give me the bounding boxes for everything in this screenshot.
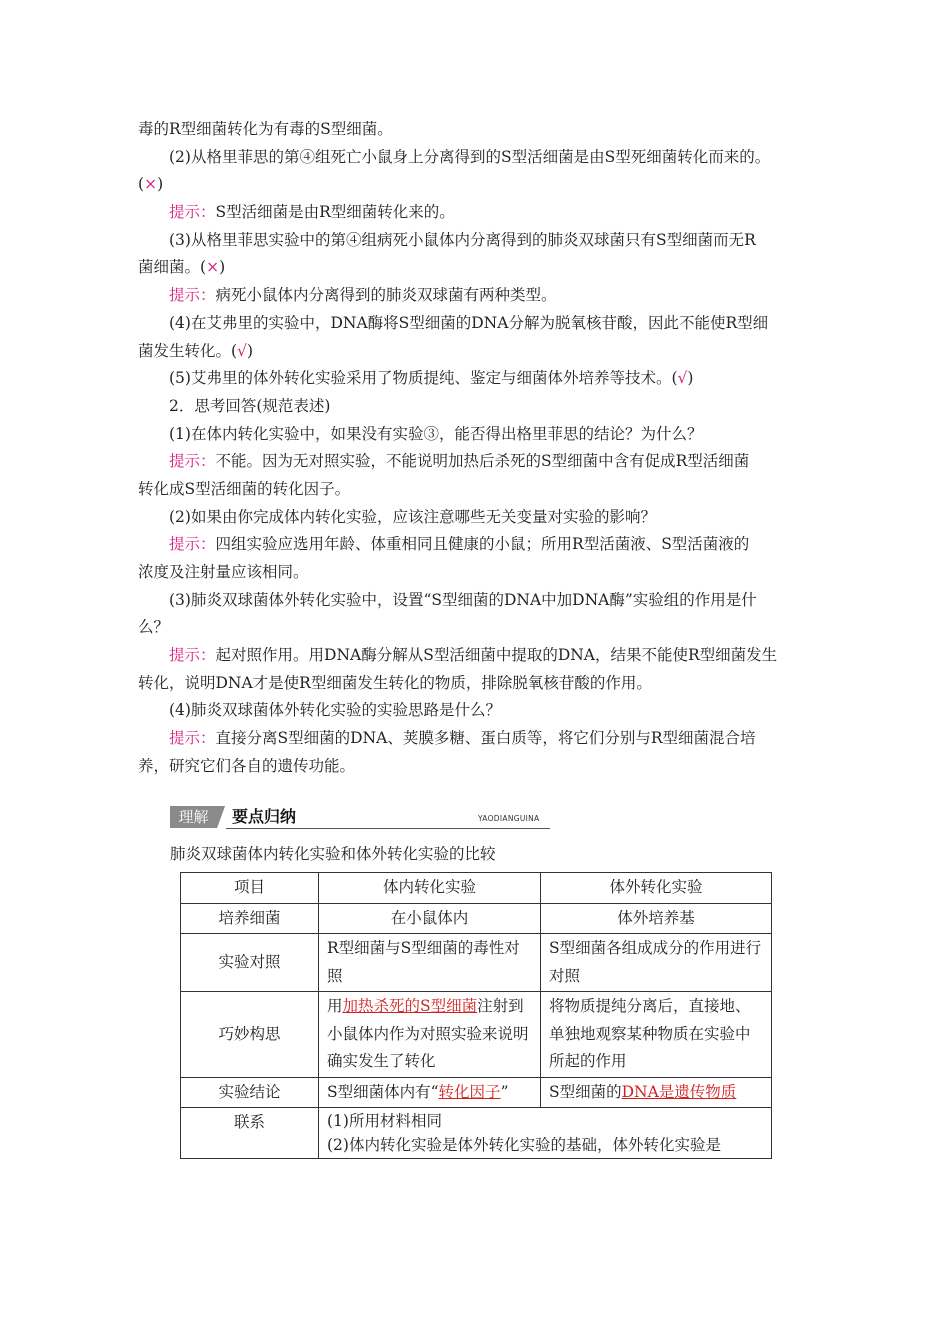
link-item: (1)所用材料相同 xyxy=(327,1112,442,1130)
text-line xyxy=(138,282,828,310)
text-run: 转化成S型活细菌的转化因子。 xyxy=(138,479,351,498)
text-run: 用 xyxy=(327,997,343,1015)
text-run: R型细菌与S型细菌的毒性对照 xyxy=(327,939,520,985)
row-label: 巧妙构思 xyxy=(181,992,319,1078)
text-run: (1)在体内转化实验中，如果没有实验③，能否得出格里菲思的结论？为什么？ xyxy=(169,424,703,443)
banner-slash xyxy=(216,806,226,828)
text-run: 浓度及注射量应该相同。 xyxy=(138,563,309,581)
text-run: ) xyxy=(687,369,694,388)
text-run: 注射到小鼠体内作为对照实验来说明确实发生了转化 xyxy=(327,997,529,1070)
key-answer: DNA是遗传物质 xyxy=(621,1082,737,1101)
answer-mark: √ xyxy=(237,341,247,360)
hint-label: 提示： xyxy=(169,203,216,222)
body-text xyxy=(138,116,828,781)
table-cell xyxy=(541,1077,772,1108)
row-label: 培养细菌 xyxy=(181,903,319,934)
text-line xyxy=(138,725,828,753)
text-run: 病死小鼠体内分离得到的肺炎双球菌有两种类型。 xyxy=(215,286,557,305)
hint-label: 提示： xyxy=(169,452,216,471)
text-line xyxy=(138,393,828,421)
text-line xyxy=(138,310,828,338)
text-line xyxy=(138,171,828,199)
text-run: ( xyxy=(138,175,145,194)
text-line xyxy=(138,144,828,172)
link-item: (2)体内转化实验是体外转化实验的基础，体外转化实验是 xyxy=(327,1136,721,1154)
table-cell xyxy=(541,992,772,1078)
text-line xyxy=(138,227,828,255)
text-run: (3)从格里菲思实验中的第④组病死小鼠体内分离得到的肺炎双球菌只有S型细菌而无R xyxy=(169,230,756,249)
banner-title: 要点归纳 xyxy=(232,807,297,826)
table-cell xyxy=(541,903,772,934)
answer-mark: × xyxy=(144,175,158,194)
table-row xyxy=(181,992,772,1078)
text-run: 起对照作用。用DNA酶分解从S型活细菌中提取的DNA，结果不能使R型细菌发生 xyxy=(215,646,778,665)
text-line xyxy=(138,614,828,642)
text-run: ) xyxy=(246,341,254,360)
table-cell xyxy=(319,1108,772,1159)
hint-label: 提示： xyxy=(169,729,216,748)
text-run: ) xyxy=(157,175,164,194)
text-run: ) xyxy=(219,258,226,277)
section-banner xyxy=(170,804,550,830)
text-run: S型活细菌是由R型细菌转化来的。 xyxy=(215,203,455,222)
table-caption: 肺炎双球菌体内转化实验和体外转化实验的比较 xyxy=(170,845,496,863)
text-run: (3)肺炎双球菌体外转化实验中，设置“S型细菌的DNA中加DNA酶”实验组的作用是什 xyxy=(169,590,757,609)
text-run: 将物质提纯分离后，直接地、单独地观察某种物质在实验中所起的作用 xyxy=(549,997,751,1070)
text-run: 毒的R型细菌转化为有毒的S型细菌。 xyxy=(138,120,393,138)
banner-label: 理解 xyxy=(170,806,217,828)
text-line xyxy=(138,504,828,532)
text-line xyxy=(138,448,828,476)
text-line xyxy=(138,421,828,449)
answer-mark: × xyxy=(206,258,220,277)
text-run: ” xyxy=(500,1082,509,1101)
text-run: (4)肺炎双球菌体外转化实验的实验思路是什么？ xyxy=(169,701,501,720)
banner-rule xyxy=(226,828,550,829)
header-cell: 体内转化实验 xyxy=(319,873,541,904)
text-run: 直接分离S型细菌的DNA、荚膜多糖、蛋白质等，将它们分别与R型细菌混合培 xyxy=(215,729,756,748)
text-run: 菌发生转化。( xyxy=(138,341,238,360)
table-row xyxy=(181,903,772,934)
text-line xyxy=(138,670,828,698)
text-line xyxy=(138,116,828,144)
hint-label: 提示： xyxy=(169,286,216,305)
text-run: S型细菌各组成成分的作用进行对照 xyxy=(549,939,762,985)
key-answer: 转化因子 xyxy=(438,1082,501,1101)
text-line xyxy=(138,697,828,725)
row-label: 实验对照 xyxy=(181,934,319,992)
text-line xyxy=(138,642,828,670)
text-run: 养，研究它们各自的遗传功能。 xyxy=(138,756,356,775)
text-run: (5)艾弗里的体外转化实验采用了物质提纯、鉴定与细菌体外培养等技术。( xyxy=(169,369,678,388)
header-cell: 项目 xyxy=(181,873,319,904)
text-run: 转化，说明DNA才是使R型细菌发生转化的物质，排除脱氧核苷酸的作用。 xyxy=(138,673,652,692)
table-cell xyxy=(319,934,541,992)
answer-mark: √ xyxy=(677,369,688,388)
table-row xyxy=(181,934,772,992)
text-line xyxy=(138,199,828,227)
comparison-table xyxy=(180,872,772,1159)
row-label: 实验结论 xyxy=(181,1077,319,1108)
table-cell xyxy=(319,903,541,934)
text-line xyxy=(138,559,828,587)
table-header-row xyxy=(181,873,772,904)
key-answer: 加热杀死的S型细菌 xyxy=(342,997,478,1015)
text-run: (4)在艾弗里的实验中，DNA酶将S型细菌的DNA分解为脱氧核苷酸，因此不能使R型细 xyxy=(169,313,769,332)
text-line xyxy=(138,753,828,781)
text-run: 2．思考回答(规范表述) xyxy=(169,396,331,415)
text-run: 不能。因为无对照实验，不能说明加热后杀死的S型细菌中含有促成R型活细菌 xyxy=(215,452,750,471)
table-row xyxy=(181,1077,772,1108)
text-line xyxy=(138,531,828,559)
text-run: 体外培养基 xyxy=(617,908,695,927)
text-run: 四组实验应选用年龄、体重相同且健康的小鼠；所用R型活菌液、S型活菌液的 xyxy=(215,535,750,554)
text-line xyxy=(138,476,828,504)
table-cell xyxy=(319,992,541,1078)
row-label: 联系 xyxy=(181,1108,319,1159)
text-run: 在小鼠体内 xyxy=(390,908,469,927)
table-cell xyxy=(319,1077,541,1108)
text-line xyxy=(138,254,828,282)
text-run: 么？ xyxy=(138,618,170,637)
text-run: S型细菌的 xyxy=(549,1082,622,1101)
text-line xyxy=(138,338,828,366)
hint-label: 提示： xyxy=(169,646,216,665)
text-run: S型细菌体内有“ xyxy=(327,1082,439,1101)
text-run: (2)如果由你完成体内转化实验，应该注意哪些无关变量对实验的影响？ xyxy=(169,507,656,526)
table-cell xyxy=(541,934,772,992)
hint-label: 提示： xyxy=(169,535,216,554)
banner-subtitle: YAODIANGUINA xyxy=(478,814,540,823)
text-run: (2)从格里菲思的第④组死亡小鼠身上分离得到的S型活细菌是由S型死细菌转化而来的。 xyxy=(169,147,771,166)
text-run: 菌细菌。( xyxy=(138,258,207,277)
text-line xyxy=(138,587,828,615)
header-cell: 体外转化实验 xyxy=(541,873,772,904)
table-row-link xyxy=(181,1108,772,1159)
text-line xyxy=(138,365,828,393)
